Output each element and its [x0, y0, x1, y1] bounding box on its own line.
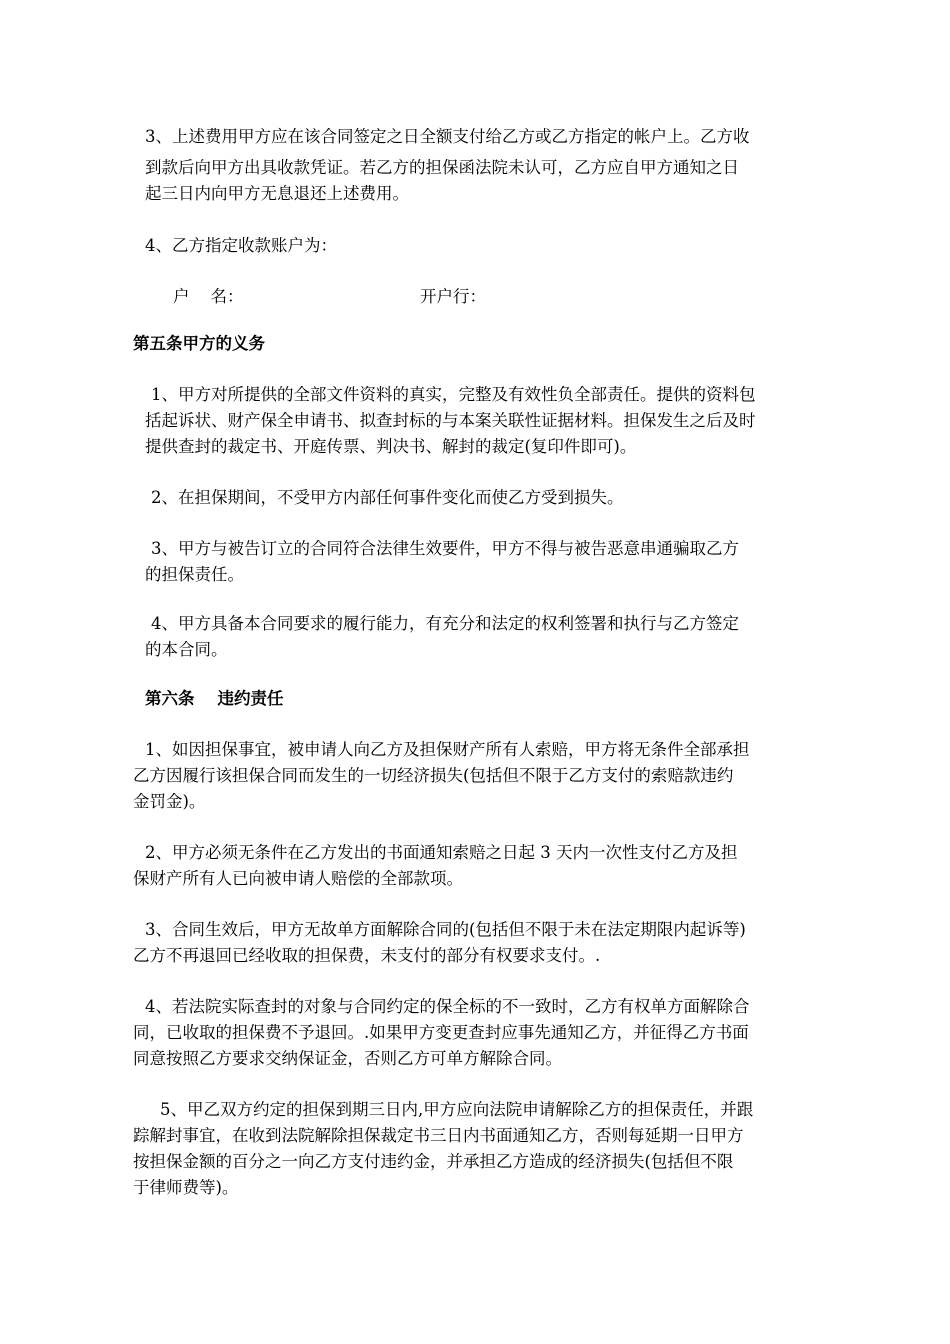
clause6-item2-line1: 2、甲方必须无条件在乙方发出的书面通知索赔之日起 3 天内一次性支付乙方及担: [145, 843, 738, 862]
clause6-item1-line1: 1、如因担保事宜，被申请人向乙方及担保财产所有人索赔，甲方将无条件全部承担: [145, 740, 750, 759]
clause4-item3-line2: 到款后向甲方出具收款凭证。若乙方的担保函法院未认可，乙方应自甲方通知之日: [145, 158, 739, 177]
clause6-item5-line3: 按担保金额的百分之一向乙方支付违约金，并承担乙方造成的经济损失(包括但不限: [133, 1152, 734, 1171]
clause5-item2-line1: 2、在担保期间，不受甲方内部任何事件变化而使乙方受到损失。: [151, 488, 624, 507]
clause6-heading: 第六条 违约责任: [145, 689, 284, 708]
clause4-item3-line3: 起三日内向甲方无息退还上述费用。: [145, 184, 409, 203]
clause6-item4-line3: 同意按照乙方要求交纳保证金，否则乙方可单方解除合同。: [133, 1049, 562, 1068]
clause5-item3-line2: 的担保责任。: [145, 565, 244, 584]
clause6-item3-line1: 3、合同生效后，甲方无故单方面解除合同的(包括但不限于未在法定期限内起诉等): [145, 920, 746, 939]
clause4-item4: 4、乙方指定收款账户为：: [145, 236, 337, 255]
clause6-item1-line2: 乙方因履行该担保合同而发生的一切经济损失(包括但不限于乙方支付的索赔款违约: [133, 766, 734, 785]
account-bank-label: 开户行：: [420, 287, 486, 306]
clause6-item3-line2: 乙方不再退回已经收取的担保费，未支付的部分有权要求支付。.: [133, 946, 601, 965]
clause5-item1-line1: 1、甲方对所提供的全部文件资料的真实，完整及有效性负全部责任。提供的资料包: [151, 385, 756, 404]
clause6-item5-line1: 5、甲乙双方约定的担保到期三日内,甲方应向法院申请解除乙方的担保责任，并跟: [160, 1100, 754, 1119]
clause5-item1-line3: 提供查封的裁定书、开庭传票、判决书、解封的裁定(复印件即可)。: [145, 437, 637, 456]
clause5-item4-line2: 的本合同。: [145, 640, 228, 659]
clause5-item4-line1: 4、甲方具备本合同要求的履行能力，有充分和法定的权利签署和执行与乙方签定: [151, 614, 739, 633]
clause5-item1-line2: 括起诉状、财产保全申请书、拟查封标的与本案关联性证据材料。担保发生之后及时: [145, 411, 756, 430]
clause6-item2-line2: 保财产所有人已向被申请人赔偿的全部款项。: [133, 869, 463, 888]
account-name-label: 户 名：: [173, 287, 244, 306]
clause6-item4-line1: 4、若法院实际查封的对象与合同约定的保全标的不一致时，乙方有权单方面解除合: [145, 997, 750, 1016]
clause5-item3-line1: 3、甲方与被告订立的合同符合法律生效要件，甲方不得与被告恶意串通骗取乙方: [151, 539, 739, 558]
clause6-item5-line4: 于律师费等)。: [133, 1178, 239, 1197]
clause4-item3-line1: 3、上述费用甲方应在该合同签定之日全额支付给乙方或乙方指定的帐户上。乙方收: [145, 127, 750, 146]
clause6-item1-line3: 金罚金)。: [133, 792, 206, 811]
clause5-heading: 第五条甲方的义务: [133, 334, 265, 353]
clause6-item5-line2: 踪解封事宜，在收到法院解除担保裁定书三日内书面通知乙方，否则每延期一日甲方: [133, 1126, 744, 1145]
clause6-item4-line2: 同，已收取的担保费不予退回。.如果甲方变更查封应事先通知乙方，并征得乙方书面: [133, 1023, 749, 1042]
